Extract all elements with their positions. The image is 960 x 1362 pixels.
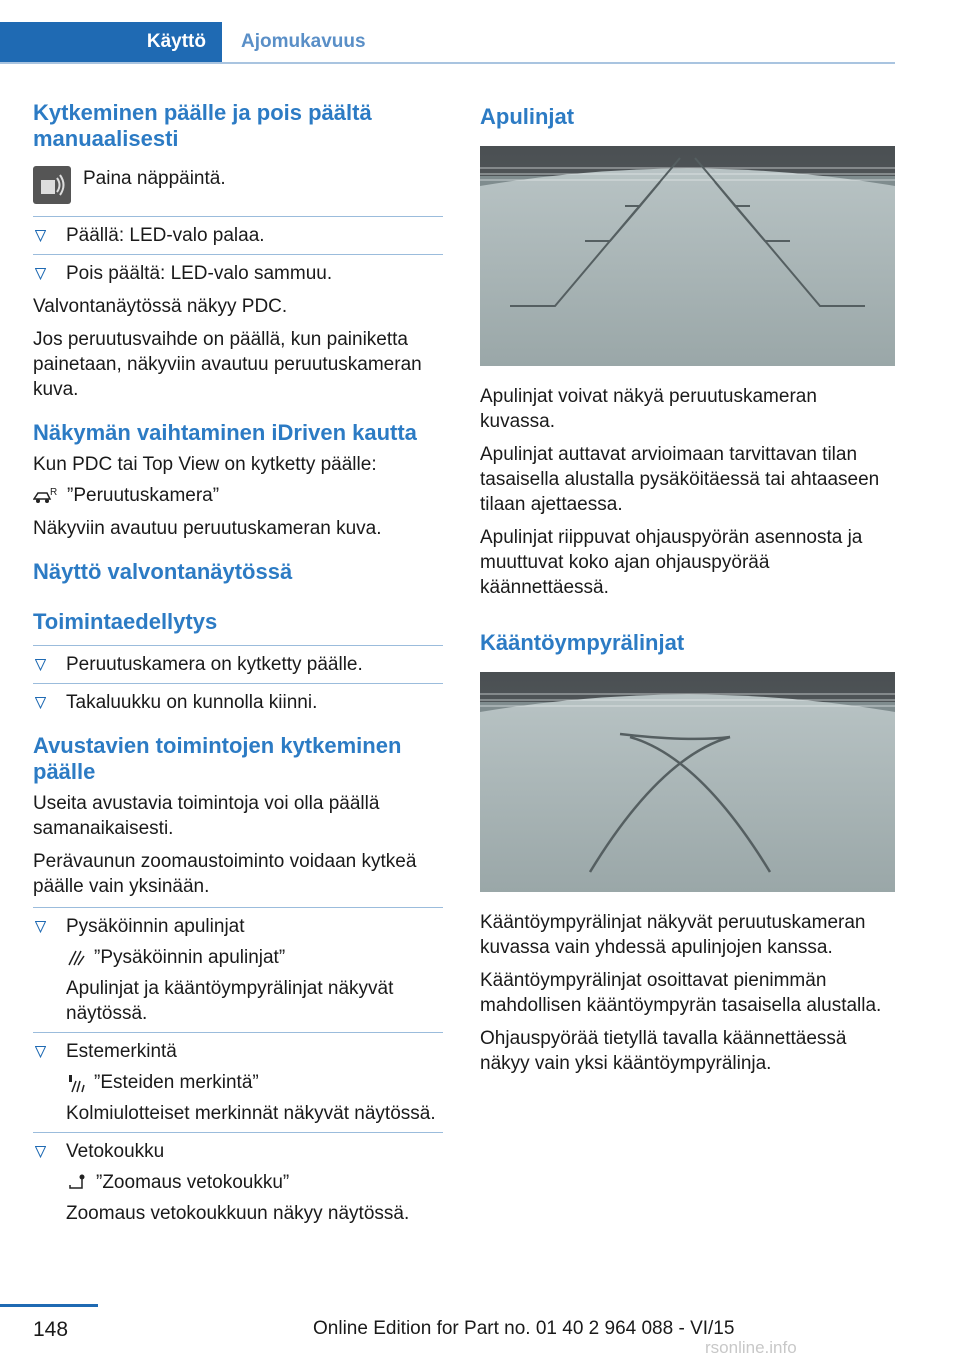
apu-p1: Apulinjat voivat näkyä peruutuskameran kuvassa.: [480, 386, 817, 432]
reverse-camera-icon: [33, 485, 59, 507]
list-item: Peruutuskamera on kytketty päälle.: [33, 652, 443, 677]
heading-manual: Kytkeminen päälle ja pois päältä manuaalisesti: [33, 100, 372, 151]
obstacle-marking-icon: [66, 1073, 86, 1093]
menu-item-line: ”Pysäköinnin apulinjat”: [33, 945, 443, 970]
triangle-bullet-icon: [35, 921, 46, 933]
reverse-text: Jos peruutusvaihde on päällä, kun painiketta painetaan, näkyviin avautuu peruutuskameran kuva.: [33, 329, 422, 400]
idrive-intro: Kun PDC tai Top View on kytketty päälle:: [33, 454, 377, 475]
heading-apulinjat: Apulinjat: [480, 104, 575, 129]
left-column: [33, 100, 443, 1226]
divider: [33, 216, 443, 217]
kaanto-p2: Kääntöympyrälinjat osoittavat pienimmän mahdollisen kääntöympyrän tasaisella alustalla.: [480, 970, 882, 1016]
heading-kaanto: Kääntöympyrälinjat: [480, 630, 685, 655]
triangle-bullet-icon: [35, 697, 46, 709]
svg-text:R: R: [50, 486, 58, 498]
edition-text: Online Edition for Part no. 01 40 2 964 088 - VI/15: [313, 1318, 735, 1339]
apu-p3: Apulinjat riippuvat ohjauspyörän asennosta ja muuttuvat koko ajan ohjauspyörää käännettäessä.: [480, 527, 863, 598]
page-number: 148: [33, 1318, 69, 1341]
item-desc: Zoomaus vetokoukkuun näkyy näytössä.: [66, 1203, 410, 1224]
divider: [33, 907, 443, 908]
press-button-line: [33, 166, 443, 204]
list-item: Estemerkintä: [33, 1039, 443, 1064]
list-item: Takaluukku on kunnolla kiinni.: [33, 690, 443, 715]
item-desc: Apulinjat ja kääntöympyrälinjat näkyvät näytössä.: [66, 978, 394, 1024]
divider: [33, 1032, 443, 1033]
footer-line: [0, 1304, 98, 1307]
assist-p2: Perävaunun zoomaustoiminto voidaan kytkeä päälle vain yksinään.: [33, 851, 417, 897]
triangle-bullet-icon: [35, 659, 46, 671]
menu-item-line: ”Esteiden merkintä”: [33, 1070, 443, 1095]
menu-item-line: ”Zoomaus vetokoukku”: [33, 1170, 443, 1195]
list-item: Päällä: LED-valo palaa.: [33, 223, 443, 248]
heading-idrive: Näkymän vaihtaminen iDriven kautta: [33, 420, 417, 445]
pdc-text: Valvontanäytössä näkyy PDC.: [33, 296, 288, 317]
heading-assist: Avustavien toimintojen kytkeminen päälle: [33, 733, 402, 784]
triangle-bullet-icon: [35, 268, 46, 280]
assist-p1: Useita avustavia toimintoja voi olla päällä samanaikaisesti.: [33, 793, 380, 839]
idrive-result: Näkyviin avautuu peruutuskameran kuva.: [33, 518, 382, 539]
press-button-text: Paina näppäintä.: [83, 168, 226, 189]
kaanto-p1: Kääntöympyrälinjat näkyvät peruutuskameran kuvassa vain yhdessä apulinjojen kanssa.: [480, 912, 866, 958]
divider: [33, 1132, 443, 1133]
item-desc: Kolmiulotteiset merkinnät näkyvät näytössä.: [66, 1103, 436, 1124]
heading-prereq: Toimintaedellytys: [33, 609, 218, 634]
guide-lines-image: [480, 146, 895, 366]
list-item: Pysäköinnin apulinjat: [33, 914, 443, 939]
divider: [33, 254, 443, 255]
divider: [33, 645, 443, 646]
triangle-bullet-icon: [35, 230, 46, 242]
list-item: Pois päältä: LED-valo sammuu.: [33, 261, 443, 286]
watermark: rsonline.info: [705, 1338, 797, 1357]
kaanto-p3: Ohjauspyörää tietyllä tavalla käännettäessä näkyy vain yksi kääntöympyrälinja.: [480, 1028, 847, 1074]
turning-circle-image: [480, 672, 895, 892]
heading-display: Näyttö valvontanäytössä: [33, 559, 293, 584]
idrive-item: R ”Peruutuskamera”: [33, 483, 443, 508]
triangle-bullet-icon: [35, 1046, 46, 1058]
right-column: [480, 100, 895, 1076]
divider: [33, 683, 443, 684]
tow-hitch-icon: [66, 1173, 88, 1193]
list-item: Vetokoukku: [33, 1139, 443, 1164]
tab-kaytto[interactable]: Käyttö: [0, 22, 222, 62]
tab-ajomukavuus[interactable]: Ajomukavuus: [241, 31, 366, 52]
triangle-bullet-icon: [35, 1146, 46, 1158]
parking-lines-icon: [66, 948, 86, 968]
apu-p2: Apulinjat auttavat arvioimaan tarvittavan tilan tasaisella alustalla pysäköitäessä tai ahtaaseen tilaan ajettaessa.: [480, 444, 880, 515]
camera-button-icon: [33, 166, 71, 204]
